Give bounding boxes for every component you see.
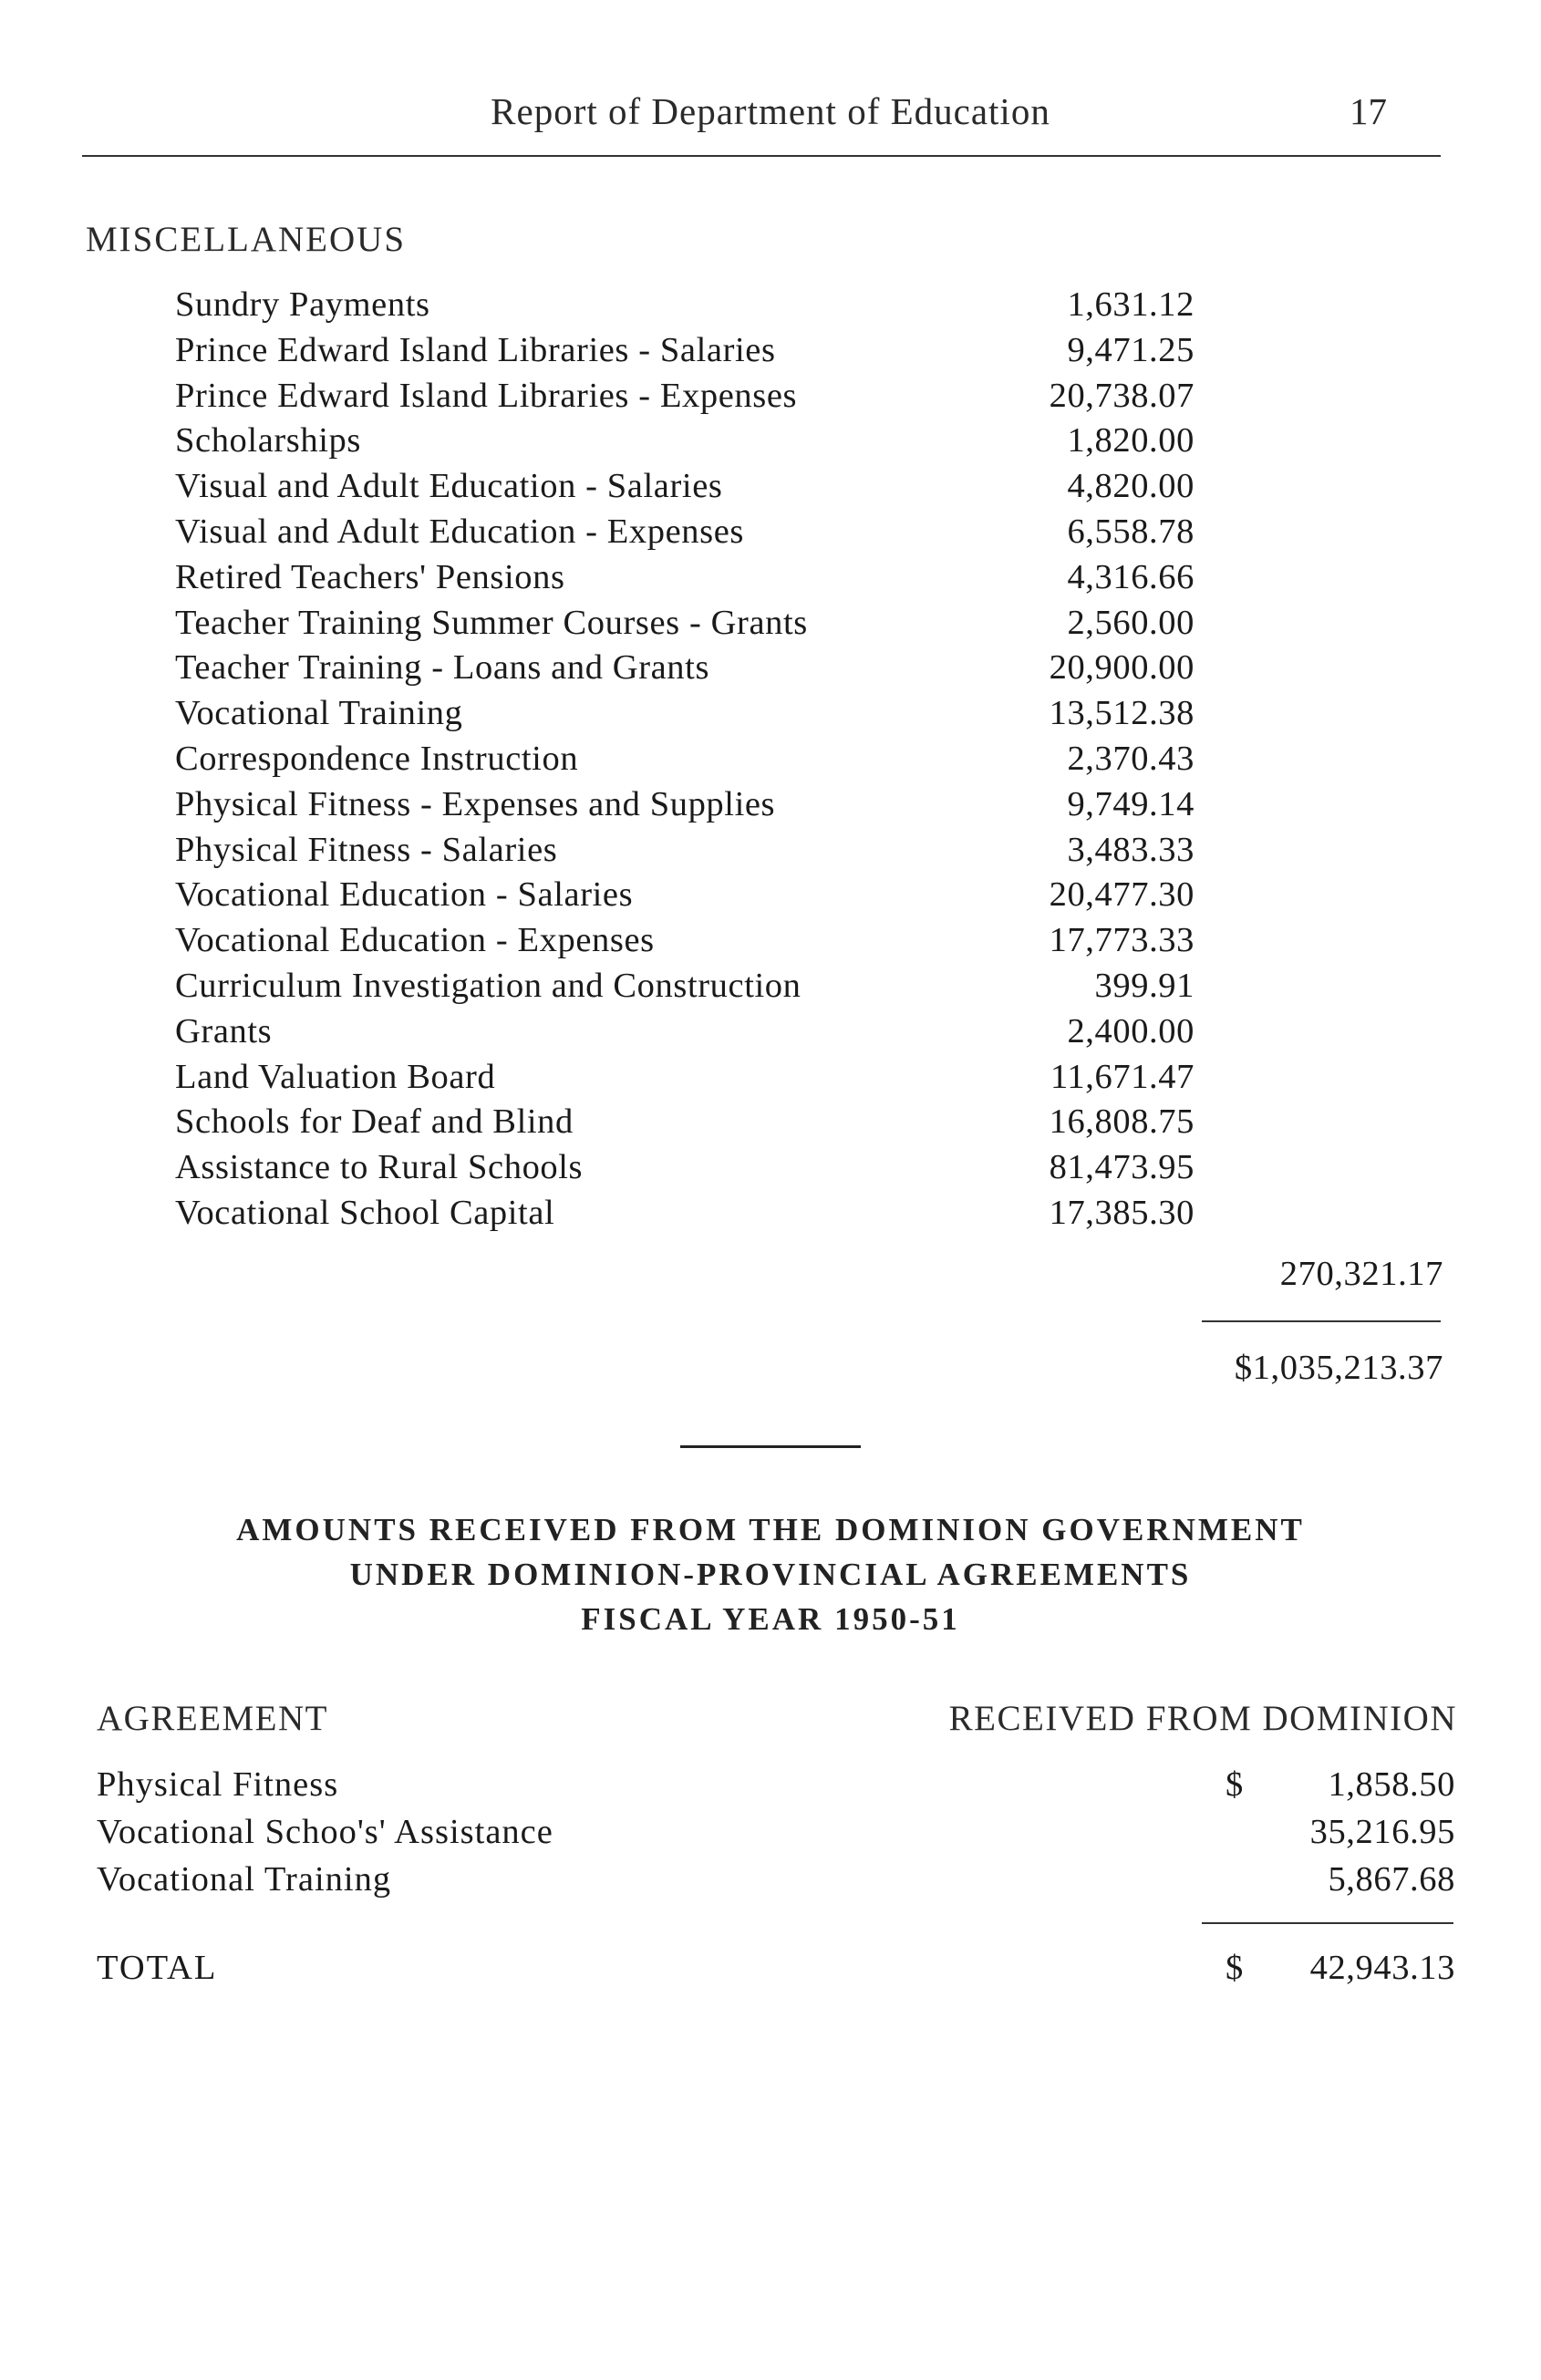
dominion-title-line: FISCAL YEAR 1950-51: [581, 1601, 960, 1637]
expense-amount: 16,808.75: [1049, 1102, 1195, 1142]
expense-label: Schools for Deaf and Blind: [175, 1102, 956, 1142]
section-divider: [680, 1445, 861, 1448]
expense-amount: 2,560.00: [1067, 603, 1195, 642]
total-amount: 42,943.13: [1309, 1949, 1455, 1987]
expense-label: Grants: [175, 1011, 956, 1051]
expense-label: Teacher Training Summer Courses - Grants: [175, 603, 956, 643]
expense-amount: 13,512.38: [1049, 694, 1195, 733]
expense-amount: 4,316.66: [1067, 557, 1195, 596]
expense-row: [0, 693, 1541, 739]
expense-amount: 4,820.00: [1067, 467, 1195, 506]
expense-amount: 17,773.33: [1049, 921, 1195, 960]
expense-label: Teacher Training - Loans and Grants: [175, 647, 956, 688]
expense-row: [0, 739, 1541, 784]
agreement-amount: 1,858.50: [1328, 1765, 1455, 1804]
dominion-title-line: UNDER DOMINION-PROVINCIAL AGREEMENTS: [349, 1557, 1192, 1592]
expense-row: [0, 512, 1541, 557]
expense-label: Land Valuation Board: [175, 1057, 956, 1097]
expense-row: [0, 1147, 1541, 1193]
agreement-label: Vocational Training: [97, 1859, 1209, 1899]
dominion-title-line: AMOUNTS RECEIVED FROM THE DOMINION GOVERNMENT: [236, 1512, 1305, 1547]
currency-symbol: $: [1226, 1949, 1244, 1987]
page-number: 17: [1350, 90, 1387, 132]
expense-row: [0, 830, 1541, 875]
expense-row: [0, 874, 1541, 920]
expense-label: Vocational Education - Salaries: [175, 874, 956, 915]
column-header-agreement: AGREEMENT: [97, 1699, 328, 1738]
expense-amount: 2,370.43: [1067, 739, 1195, 778]
agreement-label: Vocational Schoo's' Assistance: [97, 1812, 1209, 1852]
expense-amount: 9,471.25: [1067, 330, 1195, 369]
expense-label: Scholarships: [175, 420, 956, 460]
total-rule: [1202, 1320, 1441, 1322]
expense-row: [0, 603, 1541, 648]
expense-row: [0, 784, 1541, 830]
grand-total: $1,035,213.37: [1234, 1349, 1443, 1387]
running-head: Report of Department of Education: [491, 90, 1050, 132]
expense-row: [0, 1102, 1541, 1147]
expense-row: [0, 1011, 1541, 1057]
expense-label: Vocational Education - Expenses: [175, 920, 956, 960]
expense-label: Visual and Adult Education - Expenses: [175, 512, 956, 552]
agreement-row: [0, 1764, 1541, 1812]
agreement-amount: 5,867.68: [1328, 1860, 1455, 1899]
expense-row: [0, 376, 1541, 421]
miscellaneous-subtotal: 270,321.17: [1279, 1255, 1443, 1293]
expense-row: [0, 420, 1541, 466]
expense-label: Prince Edward Island Libraries - Salaries: [175, 330, 956, 370]
expense-label: Physical Fitness - Expenses and Supplies: [175, 784, 956, 824]
expense-label: Retired Teachers' Pensions: [175, 557, 956, 597]
total-row: [0, 1948, 1541, 1995]
column-header-received: RECEIVED FROM DOMINION: [948, 1699, 1457, 1738]
section-heading-miscellaneous: MISCELLANEOUS: [86, 220, 407, 259]
expense-label: Correspondence Instruction: [175, 739, 956, 779]
agreement-amount: 35,216.95: [1309, 1813, 1455, 1851]
expense-label: Prince Edward Island Libraries - Expenses: [175, 376, 956, 416]
expense-amount: 20,738.07: [1049, 376, 1195, 415]
expense-row: [0, 1057, 1541, 1102]
expense-label: Sundry Payments: [175, 285, 956, 325]
expense-amount: 1,631.12: [1067, 285, 1195, 324]
expense-label: Physical Fitness - Salaries: [175, 830, 956, 870]
total-label: TOTAL: [97, 1948, 1209, 1988]
agreement-row: [0, 1812, 1541, 1859]
expense-amount: 11,671.47: [1050, 1057, 1195, 1096]
expense-label: Curriculum Investigation and Construction: [175, 966, 956, 1006]
expense-amount: 1,820.00: [1067, 421, 1195, 460]
expense-label: Visual and Adult Education - Salaries: [175, 466, 956, 506]
expense-amount: 20,900.00: [1049, 648, 1195, 688]
expense-row: [0, 966, 1541, 1011]
expense-label: Vocational School Capital: [175, 1193, 956, 1233]
expense-row: [0, 647, 1541, 693]
expense-amount: 2,400.00: [1067, 1011, 1195, 1050]
expense-amount: 81,473.95: [1049, 1148, 1195, 1187]
expense-label: Assistance to Rural Schools: [175, 1147, 956, 1187]
expense-amount: 9,749.14: [1067, 784, 1195, 823]
expense-amount: 20,477.30: [1049, 875, 1195, 915]
agreement-label: Physical Fitness: [97, 1764, 1209, 1805]
miscellaneous-list: [0, 285, 1541, 1238]
expense-amount: 17,385.30: [1049, 1193, 1195, 1232]
expense-amount: 399.91: [1094, 966, 1195, 1005]
currency-symbol: $: [1226, 1765, 1244, 1804]
expense-row: [0, 1193, 1541, 1238]
expense-row: [0, 330, 1541, 376]
total-rule: [1202, 1922, 1453, 1924]
expense-amount: 6,558.78: [1067, 512, 1195, 551]
dominion-list: [0, 1764, 1541, 1907]
expense-row: [0, 920, 1541, 966]
expense-amount: 3,483.33: [1067, 830, 1195, 869]
header-rule: [82, 155, 1441, 157]
expense-row: [0, 285, 1541, 330]
expense-row: [0, 466, 1541, 512]
expense-row: [0, 557, 1541, 603]
expense-label: Vocational Training: [175, 693, 956, 733]
agreement-row: [0, 1859, 1541, 1907]
